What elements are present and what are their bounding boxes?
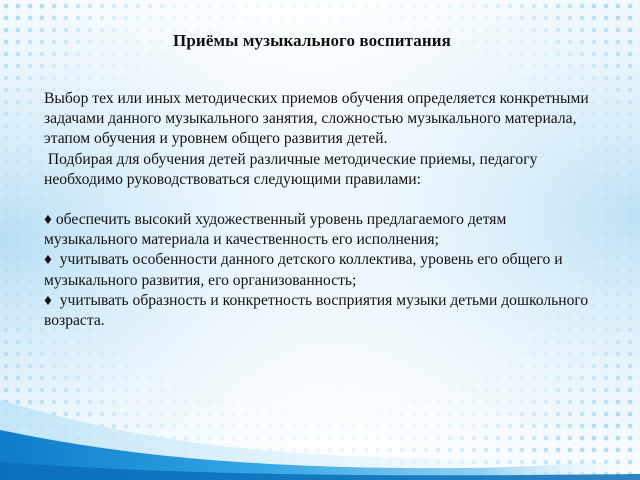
slide-title [0, 31, 640, 51]
slide-body [44, 89, 600, 331]
slide-title-text: Приёмы музыкального воспитания [173, 31, 451, 50]
rule-item: ♦ учитывать образность и конкретность восприятия музыки детьми дошкольного возраста. [44, 291, 593, 330]
rules-intro-paragraph: Подбирая для обучения детей различные методические приемы, педагогу необходимо руководствоваться следующими правилами: [44, 150, 542, 188]
intro-paragraph: Выбор тех или иных методических приемов обучения определяется конкретными задачами данного музыкального занятия, сложностью музыкального материала, этапом обучения и уровнем общего развития детей. [44, 90, 589, 148]
rule-item: ♦ обеспечить высокий художественный уровень предлагаемого детям музыкального материала и качественность его исполнения; [44, 211, 511, 249]
paragraph-spacer [44, 190, 600, 210]
rule-item: ♦ учитывать особенности данного детского коллектива, уровень его общего и музыкального развития, его организованность; [44, 251, 567, 289]
